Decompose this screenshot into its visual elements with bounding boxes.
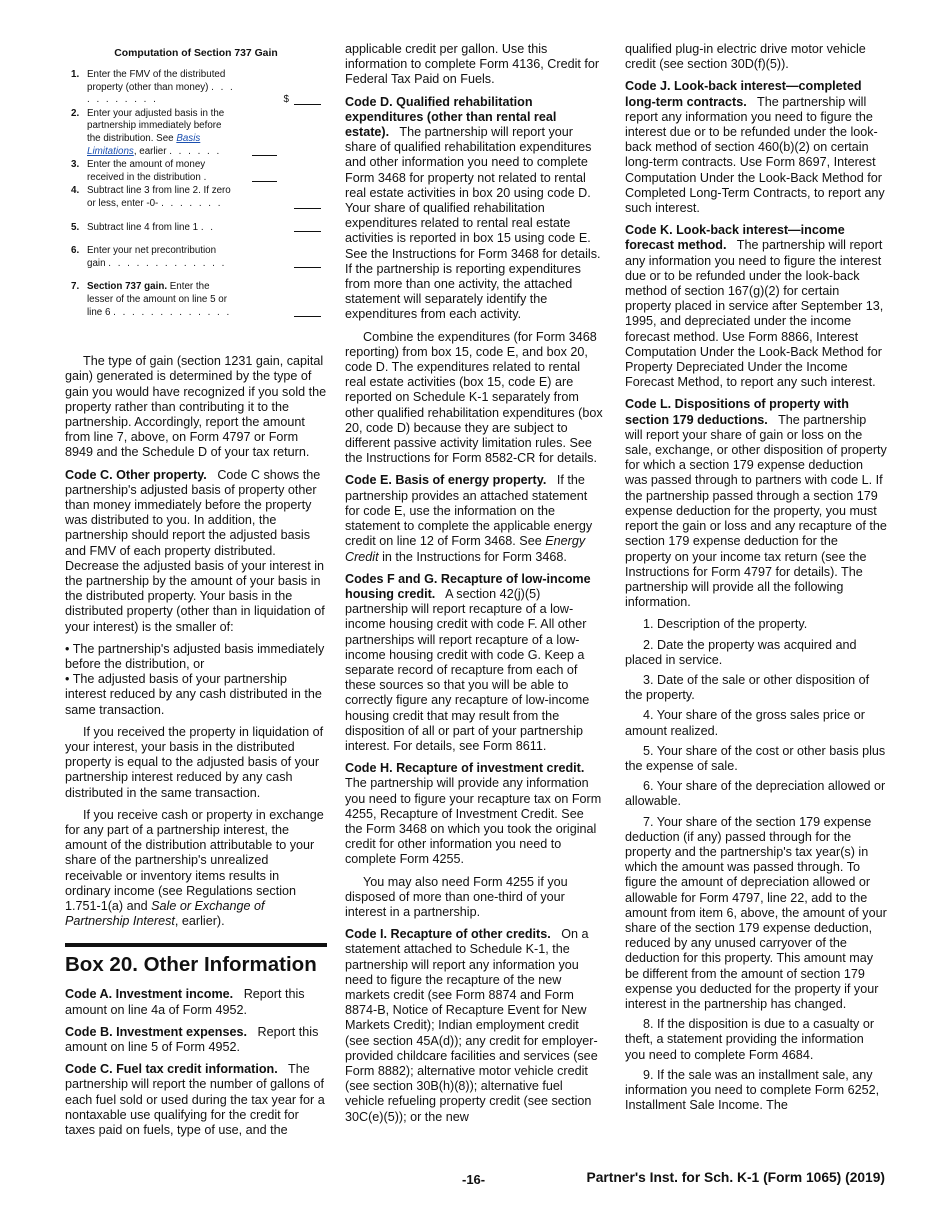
code-i-other-credits (345, 927, 603, 1125)
paragraph-gain-type: The type of gain (section 1231 gain, capital gain) generated is determined by the type of gain you would have recognized if you sold the property rather than contributing it to the partnership. Accordingly, report the amount from line 7, above, on Form 4797 or Form 8949 and the Schedule D of your tax return. (65, 354, 327, 460)
section-heading: Box 20. Other Information (65, 953, 317, 977)
worksheet-title: Computation of Section 737 Gain (114, 48, 278, 59)
code-heading: Code I. Recapture of other credits. (345, 927, 551, 942)
footer-title: Partner's Inst. for Sch. K-1 (Form 1065) (2019) (586, 1170, 885, 1185)
amount-field[interactable] (294, 94, 321, 105)
line-text: Enter the amount of money received in the distribution (87, 159, 206, 183)
amount-field[interactable] (294, 221, 321, 232)
code-body: The partnership will provide any information you need to figure your recapture tax on Form 4255, Recapture of Investment Credit. See the Form 3468 on which you took the original credit for other information you need to complete Form 4255. (345, 776, 602, 867)
codes-f-g-low-income-housing (345, 572, 603, 754)
code-e-energy-property: Code E. Basis of energy property. If the partnership provides an attached statement for code E, use the information on the statement to complete the applicable energy credit on line 12 of Form 3468. See Energy Credit in the Instructions for Form 3468. (345, 473, 593, 564)
list-item: 2. Date the property was acquired and placed in service. (625, 637, 857, 667)
bullet-item: • The partnership's adjusted basis immediately before the distribution, or (65, 641, 325, 671)
line-text: Enter your net precontribution gain (87, 245, 217, 269)
line-text: Subtract line 3 from line 2. If zero or less, enter -0- (87, 185, 231, 209)
column-1 (65, 42, 327, 1145)
amount-field[interactable] (294, 257, 321, 268)
code-heading: Code C. Other property. (65, 467, 207, 482)
cross-reference: Energy Credit (345, 534, 586, 564)
code-c-other-property (65, 468, 327, 635)
line-bold: Section 737 gain. (87, 281, 168, 293)
line-number: 4. (71, 185, 80, 197)
code-heading: Code D. Qualified rehabilitation expenditures (other than rental real estate). (345, 94, 557, 140)
paragraph-liquidation: If you received the property in liquidation of your interest, your basis in the distributed property is equal to the adjusted basis of your partnership interest reduced by any cash distributed in the same transaction. (65, 724, 324, 800)
code-heading: Code J. Look-back interest—completed long-term contracts. (625, 79, 862, 109)
code-heading: Code B. Investment expenses. (65, 1024, 247, 1039)
list-item: 5. Your share of the cost or other basis plus the expense of sale. (625, 743, 886, 773)
list-item: 7. Your share of the section 179 expense deduction (if any) passed through for the property and the partnership's tax year(s) in which the amount was passed through. To figure the amount of depreciation allowed or allowable for Form 4797, line 22, add to the amount from item 6, above, the amount of your share of the section 179 expense deduction, reduced by any unused carryover of the deduction for this property. This amount may be different from the amount of section 179 expense you deducted for the property if your interest in the partnership has changed. (625, 814, 887, 1011)
code-heading: Code K. Look-back interest—income forecast method. (625, 223, 845, 253)
list-item: 6. Your share of the depreciation allowed or allowable. (625, 779, 886, 809)
list-item: 4. Your share of the gross sales price or amount realized. (625, 708, 865, 738)
code-heading: Code H. Recapture of investment credit. (345, 761, 585, 776)
worksheet-line-5: 5. Subtract line 4 from line 1 . . (65, 222, 327, 235)
line-number: 5. (71, 221, 80, 233)
line-text: Enter your adjusted basis in the partnership immediately before the distribution. See (87, 107, 225, 144)
currency-sign: $ (283, 94, 289, 106)
line-number: 6. (71, 245, 80, 257)
box-20-section (65, 943, 327, 1138)
paragraph-exchange: If you receive cash or property in exchange for any part of a partnership interest, the amount of the distribution attributable to your share of the partnership's unrealized receivable or inventory items results in ordinary income (see Regulations section 1.751-1(a) and Sale or Exchange of Partnership Interest, earlier). (65, 807, 324, 929)
cross-reference: Sale or Exchange of Partnership Interest (65, 899, 265, 929)
basis-limitations-link[interactable]: Basis Limitations (87, 132, 201, 157)
line-text: Enter the FMV of the distributed property (other than money) (87, 69, 226, 93)
line-number: 1. (71, 69, 80, 80)
code-body: Code C shows the partnership's adjusted basis of property other than money immediately before the property was distributed to you. In addition, the partnership should report the adjusted basis and FMV of each property distributed. Decrease the adjusted basis of your interest in the partnership by the amount of your basis in the distributed property. Your basis in the distributed property (other than in liquidation of your interest) is the smaller of: (65, 467, 325, 634)
code-body: The partnership will report your share of qualified rehabilitation expenditures and other information you need to complete Form 3468 for property not related to rental real estate activities in box 20 using code D. Your share of qualified rehabilitation expenditures related to rental real estate activities is reported in box 15 using code E. See the Instructions for Form 3468 for details. If the partnership is reporting expenditures from more than one activity, the attached statement will separately identify the expenditures from each activity. (345, 125, 601, 322)
list-item: 3. Date of the sale or other disposition of the property. (625, 672, 870, 703)
bullet-text: The adjusted basis of your partnership interest reduced by any cash distributed in the same transaction. (65, 672, 322, 717)
code-d-rehabilitation (345, 95, 603, 323)
list-item: 8. If the disposition is due to a casualty or theft, a statement providing the information you need to complete Form 4684. (625, 1017, 875, 1062)
bullet-item: • The adjusted basis of your partnership interest reduced by any cash distributed in the same transaction. (65, 672, 322, 717)
code-body: The partnership will report your share of gain or loss on the sale, exchange, or other disposition of property for which a section 179 expense deduction was passed through to partners with code L. If the partnership passed through a section 179 expense deduction for the property, you must report the gain or loss and any recapture of the section 179 expense deduction for the property on your income tax return (see the Instructions for Form 4797 for details). The partnership will provide all the following information. (625, 412, 887, 610)
code-j-look-back-completed (625, 79, 887, 216)
line-number: 2. (71, 107, 80, 119)
paragraph-continued: applicable credit per gallon. Use this information to complete Form 4136, Credit for Federal Tax Paid on Fuels. (345, 42, 600, 87)
code-body: On a statement attached to Schedule K-1, the partnership will report any information you need to figure the recapture of the new markets credit (see Form 8874 and Form 8874-B, Notice of Recapture Event for New Markets Credit); Indian employment credit (see section 45A(d)); any credit for employer-provided childcare facilities and services (see Form 8882); alternative motor vehicle credit (see section 30B(h)(8)); alternative fuel vehicle refueling property credit (see section 30C(e)(5)); or the new (345, 927, 598, 1124)
code-heading: Code A. Investment income. (65, 987, 234, 1002)
line-number: 3. (71, 159, 80, 171)
code-body: Report this amount on line 4a of Form 4952. (65, 987, 305, 1017)
paragraph-combine: Combine the expenditures (for Form 3468 reporting) from box 15, code E, and box 20, code D. The expenditures related to rental real estate activities (box 15, code E) are reported on Schedule K-1 separately from other qualified rehabilitation expenditures (box 20, code D) because they are subject to different passive activity limitation rules. See the Instructions for Form 8582-CR for details. (345, 329, 603, 466)
code-body: If the partnership provides an attached statement for code E, use the information on the statement to complete the applicable energy credit on line 12 of Form 3468. See (345, 473, 593, 549)
column-3 (625, 42, 887, 1118)
worksheet-line-1: 1. Enter the FMV of the distributed property (other than money) . . . . . . . . . . . $ (65, 69, 327, 107)
code-h-investment-credit (345, 761, 603, 867)
code-a-investment-income (65, 987, 327, 1017)
page-number: -16- (462, 1172, 486, 1187)
amount-field[interactable] (294, 198, 321, 209)
worksheet-line-2: 2. Enter your adjusted basis in the partnership immediately before the distribution. See Basis Limitations, earlier . . . . . . (65, 108, 327, 158)
worksheet-line-7: 7. Section 737 gain. Enter the lesser of the amount on line 5 or line 6 . . . . . . . . . . . . . (65, 281, 327, 319)
amount-field[interactable] (252, 145, 277, 156)
code-l-dispositions (625, 397, 887, 610)
code-heading: Code C. Fuel tax credit information. (65, 1062, 278, 1077)
code-body: The partnership will report the number of gallons of each fuel sold or used during the tax year for a nontaxable use qualifying for the credit for taxes paid on fuels, type of use, and the (65, 1062, 325, 1138)
line-text-suffix: , earlier (133, 145, 167, 157)
paragraph-form-4255: You may also need Form 4255 if you disposed of more than one-third of your interest in a partnership. (345, 874, 568, 919)
code-body: The partnership will report any information you need to figure the interest due or to be refunded under the look-back method of section 460(b)(2) on certain long-term contracts. Use Form 8697, Interest Computation Under the Look-Back Method for Completed Long-Term Contracts, to report any such interest. (625, 94, 885, 216)
line-text: Subtract line 4 from line 1 (87, 221, 199, 233)
line-text: Enter the lesser of the amount on line 5 or line 6 (87, 281, 227, 318)
code-c-fuel-tax-credit (65, 1062, 327, 1138)
code-body: Report this amount on line 5 of Form 4952. (65, 1024, 319, 1055)
line-number: 7. (71, 281, 80, 293)
code-heading: Codes F and G. Recapture of low-income housing credit. (345, 571, 591, 601)
worksheet-line-6: 6. Enter your net precontribution gain . . . . . . . . . . . . . (65, 245, 327, 270)
code-k-look-back-forecast (625, 223, 887, 390)
column-2 (345, 42, 603, 1132)
amount-field[interactable] (294, 306, 321, 317)
worksheet-line-4: 4. Subtract line 3 from line 2. If zero or less, enter -0- . . . . . . . (65, 185, 327, 210)
paragraph-continued: qualified plug-in electric drive motor vehicle credit (see section 30D(f)(5)). (625, 42, 866, 72)
code-heading: Code L. Dispositions of property with section 179 deductions. (625, 397, 849, 427)
list-item: 9. If the sale was an installment sale, any information you need to complete Form 6252, Installment Sale Income. The (625, 1067, 880, 1113)
code-b-investment-expenses (65, 1025, 327, 1055)
bullet-text: The partnership's adjusted basis immediately before the distribution, or (65, 641, 325, 671)
code-heading: Code E. Basis of energy property. (345, 473, 547, 488)
list-item: 1. Description of the property. (643, 617, 808, 632)
code-body: The partnership will report any information you need to figure the interest due or to be refunded under the look-back method of section 167(g)(2) for certain property placed in service after September 13, 1995, and depreciated under the income forecast method. Use Form 8866, Interest Computation Under the Look-Back Method for Property Depreciated Under the Income Forecast Method, to report any such interest. (625, 238, 884, 390)
amount-field[interactable] (252, 171, 277, 182)
worksheet-line-3: 3. Enter the amount of money received in the distribution . (65, 159, 327, 184)
code-body: A section 42(j)(5) partnership will report recapture of a low-income housing credit with code F. All other partnerships will report recapture of a low-income housing credit with code G. Keep a separate record of recapture from each of these sources so that you will be able to correctly figure any recapture of low-income housing credit that may result from the disposition of all or part of your partnership interest. For details, see Form 8611. (345, 586, 590, 753)
